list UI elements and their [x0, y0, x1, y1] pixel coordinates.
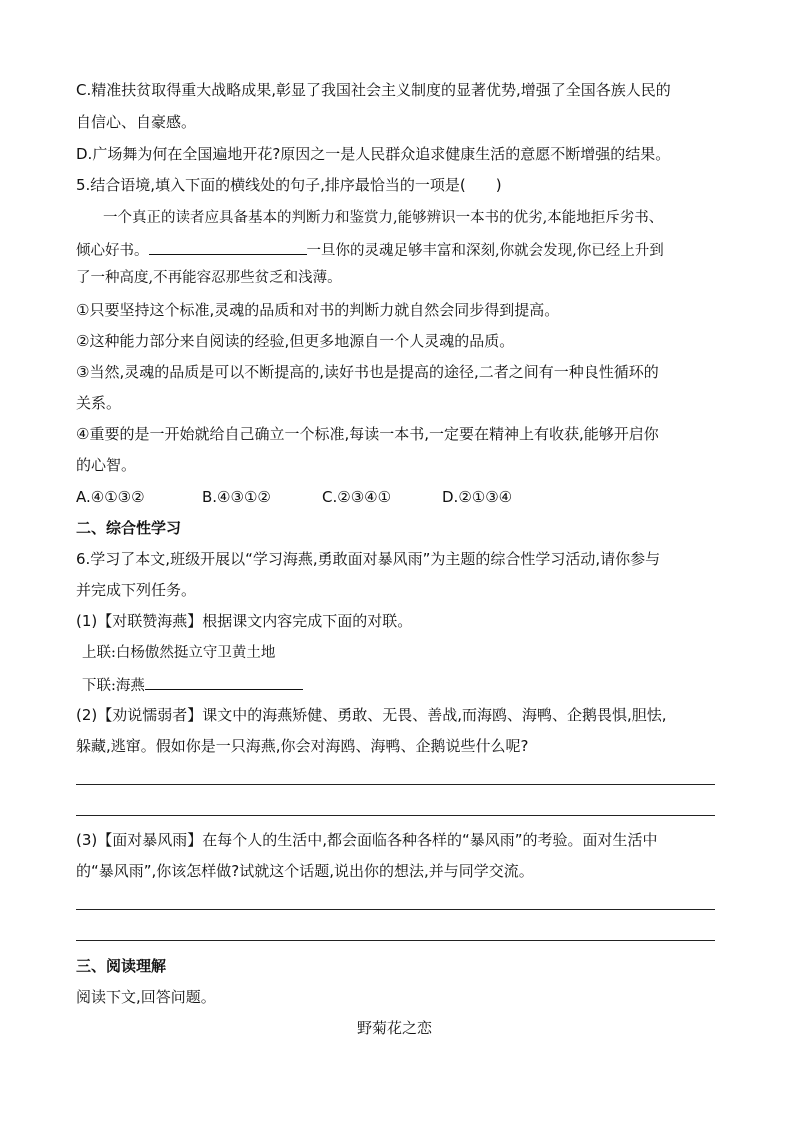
q5-choice-b[interactable]: B.④③①②: [202, 488, 271, 506]
q5-passage-line2: [76, 239, 664, 261]
q5-choice-d[interactable]: D.②①③④: [442, 488, 513, 506]
q5-item3-line2: 关系。: [76, 394, 122, 412]
q6-sub3-line2: 的“暴风雨”,你该怎样做?试就这个话题,说出你的想法,并与同学交流。: [76, 862, 534, 880]
q5-item4-line2: 的心智。: [76, 456, 137, 474]
q5-item3-line1: ③当然,灵魂的品质是可以不断提高的,读好书也是提高的途径,二者之间有一种良性循环的: [76, 363, 659, 381]
couplet-answer-blank[interactable]: [145, 674, 303, 690]
q5-passage-line2-end: 一旦你的灵魂足够丰富和深刻,你就会发现,你已经上升到: [306, 243, 664, 259]
q5-choice-a[interactable]: A.④①③②: [76, 488, 145, 506]
answer-line-sub2-1[interactable]: [76, 784, 715, 785]
q4-option-c-line2: 自信心、自豪感。: [76, 113, 197, 131]
q5-item1: ①只要坚持这个标准,灵魂的品质和对书的判断力就自然会同步得到提高。: [76, 301, 560, 319]
q5-choice-c[interactable]: C.②③④①: [322, 488, 392, 506]
q5-passage-line1: 一个真正的读者应具备基本的判断力和鉴赏力,能够辨识一本书的优劣,本能地拒斥劣书、: [103, 210, 664, 226]
answer-line-sub2-2[interactable]: [76, 815, 715, 816]
q6-stem-line1: 6.学习了本文,班级开展以“学习海燕,勇敢面对暴风雨”为主题的综合性学习活动,请你参与: [76, 550, 661, 568]
q6-sub3-line1: (3)【面对暴风雨】在每个人的生活中,都会面临各种各样的“暴风雨”的考验。面对生活中: [76, 831, 658, 849]
q6-sub2-line2: 躲藏,逃窜。假如你是一只海燕,你会对海鸥、海鸭、企鹅说些什么呢?: [76, 737, 529, 755]
q5-fill-blank[interactable]: [149, 239, 307, 255]
answer-line-sub3-2[interactable]: [76, 940, 715, 941]
q5-passage-line2-start: 倾心好书。: [76, 243, 149, 259]
q5-stem: 5.结合语境,填入下面的横线处的句子,排序最恰当的一项是( ): [76, 176, 502, 194]
couplet-lower: [82, 674, 303, 696]
couplet-upper: 上联:白杨傲然挺立守卫黄土地: [82, 645, 276, 661]
reading-instruction: 阅读下文,回答问题。: [76, 988, 216, 1006]
q5-item2: ②这种能力部分来自阅读的经验,但更多地源自一个人灵魂的品质。: [76, 332, 515, 350]
section-2-heading: 二、综合性学习: [76, 519, 182, 537]
answer-line-sub3-1[interactable]: [76, 909, 715, 910]
q6-sub2-line1: (2)【劝说懦弱者】课文中的海燕矫健、勇敢、无畏、善战,而海鸥、海鸭、企鹅畏惧,胆怯,: [76, 706, 667, 724]
q6-sub1: (1)【对联赞海燕】根据课文内容完成下面的对联。: [76, 612, 413, 630]
section-3-heading: 三、阅读理解: [76, 957, 167, 975]
q6-stem-line2: 并完成下列任务。: [76, 581, 197, 599]
q4-option-d: D.广场舞为何在全国遍地开花?原因之一是人民群众追求健康生活的意愿不断增强的结果。: [76, 145, 671, 163]
article-title: 野菊花之恋: [357, 1019, 433, 1037]
q5-passage-line3: 了一种高度,不再能容忍那些贫乏和浅薄。: [76, 270, 342, 286]
q4-option-c-line1: C.精准扶贫取得重大战略成果,彰显了我国社会主义制度的显著优势,增强了全国各族人民的: [76, 81, 671, 99]
q5-item4-line1: ④重要的是一开始就给自己确立一个标准,每读一本书,一定要在精神上有收获,能够开启你: [76, 425, 659, 443]
couplet-lower-label: 下联:海燕: [82, 678, 145, 694]
